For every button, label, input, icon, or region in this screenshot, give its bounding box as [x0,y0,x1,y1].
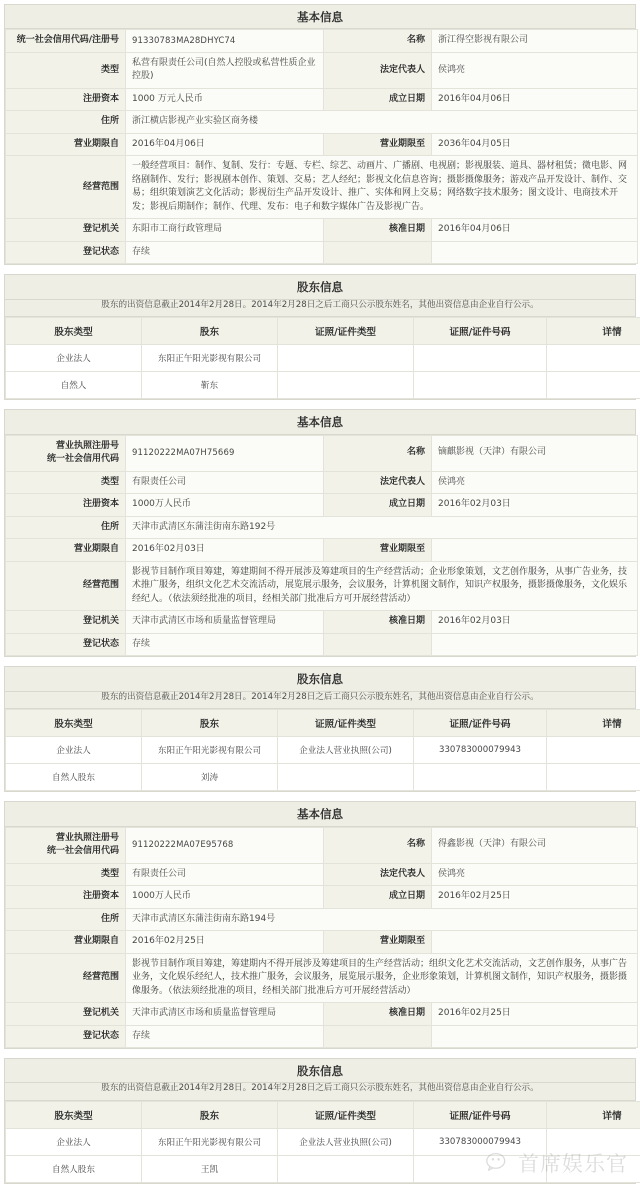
label-name-1: 名称 [324,30,432,53]
table-row [6,516,638,539]
label-establish-date-3: 成立日期 [324,886,432,909]
col-cert-type: 证照/证件类型 [278,1102,414,1129]
table-row [6,561,638,611]
basic-info-block-1 [4,4,636,265]
cell-details [547,764,640,791]
cell-holder: 东阳正午阳光影视有限公司 [142,737,278,764]
value-business-scope-2: 影视节目制作项目筹建，筹建期间不得开展涉及筹建项目的生产经营活动；企业形象策划，文艺创作服务，从事广告业务，技术推广服务，组织文化艺术交流活动，展览展示服务，会议服务，计算机图文制作，知识产权服务，摄影摄像服务，文化娱乐经纪人。（依法须经批准的项目，经相关部门批准后方可开展经营活动） [126,561,638,611]
label-business-scope-3: 经营范围 [6,953,126,1003]
label-name-3: 名称 [324,827,432,863]
table-row [6,241,638,264]
col-holder: 股东 [142,318,278,345]
section-title-shareholder-2: 股东信息 [5,667,635,691]
label-registration-authority-2: 登记机关 [6,611,126,634]
cell-cert-no [414,372,547,399]
cell-details [547,372,640,399]
table-row [6,133,638,156]
cell-holder-type: 自然人股东 [6,764,142,791]
value-type-1: 私营有限责任公司(自然人控股或私营性质企业控股) [126,52,324,88]
cell-cert-no [414,1156,547,1183]
col-holder: 股东 [142,710,278,737]
value-registration-status-3: 存续 [126,1025,324,1048]
label-term-from-1: 营业期限自 [6,133,126,156]
label-type-3: 类型 [6,863,126,886]
label-license-reg-no-2 [6,435,126,471]
table-row [6,494,638,517]
table-row [6,931,638,954]
label-establish-date-2: 成立日期 [324,494,432,517]
label-type-2: 类型 [6,471,126,494]
watermark-text: 首席娱乐官 [518,1148,628,1178]
col-cert-no: 证照/证件号码 [414,1102,547,1129]
empty-cell [432,241,638,264]
table-row [6,1003,638,1026]
value-registration-status-1: 存续 [126,241,324,264]
cell-holder: 靳东 [142,372,278,399]
basic-info-table-1 [5,29,638,264]
cell-holder: 王凯 [142,1156,278,1183]
value-legal-rep-2: 侯鸿亮 [432,471,638,494]
label-term-from-2: 营业期限自 [6,539,126,562]
basic-info-table-2 [5,435,638,657]
table-row [6,30,638,53]
basic-info-block-3 [4,801,636,1049]
empty-cell [432,633,638,656]
col-holder: 股东 [142,1102,278,1129]
value-registration-authority-1: 东阳市工商行政管理局 [126,219,324,242]
label-name-2: 名称 [324,435,432,471]
value-address-3: 天津市武清区东蒲洼街南东路194号 [126,908,638,931]
value-unified-code-2: 91120222MA07H75669 [126,435,324,471]
value-type-2: 有限责任公司 [126,471,324,494]
value-address-1: 浙江横店影视产业实验区商务楼 [126,111,638,134]
value-business-scope-3: 影视节目制作项目筹建，筹建期内不得开展涉及筹建项目的生产经营活动；组织文化艺术交流活动，文艺创作服务，从事广告业务，文化娱乐经纪人，技术推广服务，会议服务，展览展示服务，企业形象策划，计算机图文制作，知识产权服务，摄影摄像服务。（依法须经批准的项目，经相关部门批准后方可开展经营活动） [126,953,638,1003]
value-name-2: 镝麒影视（天津）有限公司 [432,435,638,471]
label-registered-capital-3: 注册资本 [6,886,126,909]
table-row [6,953,638,1003]
label-line-top: 营业执照注册号 [56,833,119,843]
label-establish-date-1: 成立日期 [324,88,432,111]
value-legal-rep-3: 侯鸿亮 [432,863,638,886]
label-legal-rep-2: 法定代表人 [324,471,432,494]
cell-cert-no: 330783000079943 [414,1129,547,1156]
value-registration-authority-3: 天津市武清区市场和质量监督管理局 [126,1003,324,1026]
table-row [6,88,638,111]
cell-holder-type: 企业法人 [6,345,142,372]
col-holder-type: 股东类型 [6,1102,142,1129]
value-term-from-1: 2016年04月06日 [126,133,324,156]
shareholder-table-1 [5,317,640,399]
table-row [6,1129,640,1156]
cell-details [547,345,640,372]
label-registration-status-1: 登记状态 [6,241,126,264]
cell-cert-type [278,1156,414,1183]
cell-holder-type: 自然人股东 [6,1156,142,1183]
table-row [6,611,638,634]
value-registered-capital-1: 1000 万元人民币 [126,88,324,111]
label-approval-date-3: 核准日期 [324,1003,432,1026]
table-row [6,1156,640,1183]
label-registration-status-2: 登记状态 [6,633,126,656]
label-legal-rep-3: 法定代表人 [324,863,432,886]
value-business-scope-1: 一般经营项目：制作、复制、发行：专题、专栏、综艺、动画片、广播剧、电视剧；影视服装、道具、器材租赁；微电影、网络剧制作、发行；影视剧本创作、策划、交易；艺人经纪；影视文化信息咨询；摄影摄像服务；游戏产品开发设计、制作、交易；组织策划演艺文化活动；影视衍生产品开发设计、推广、实体和网上交易；网络数字技术服务；图文设计、电商技术开发；影视后期制作；制作、代理、发布：电子和数字媒体广告及影视广告。 [126,156,638,219]
cell-holder-type: 企业法人 [6,1129,142,1156]
value-approval-date-3: 2016年02月25日 [432,1003,638,1026]
value-unified-code-3: 91120222MA07E95768 [126,827,324,863]
label-approval-date-2: 核准日期 [324,611,432,634]
shareholder-note-1: 股东的出资信息截止2014年2月28日。2014年2月28日之后工商只公示股东姓名，其他出资信息由企业自行公示。 [5,300,635,318]
label-line-top: 营业执照注册号 [56,441,119,451]
section-title-shareholder-1: 股东信息 [5,275,635,299]
label-line-bottom: 统一社会信用代码 [47,846,119,856]
table-row [6,372,640,399]
col-cert-no: 证照/证件号码 [414,710,547,737]
cell-cert-type: 企业法人营业执照(公司) [278,1129,414,1156]
table-row [6,219,638,242]
section-title-basic-info-3: 基本信息 [5,802,635,826]
col-details: 详情 [547,710,640,737]
cell-holder-type: 企业法人 [6,737,142,764]
cell-details [547,1156,640,1183]
table-row [6,737,640,764]
shareholder-block-2 [4,666,636,792]
table-header-row [6,1102,640,1129]
table-row [6,908,638,931]
value-approval-date-2: 2016年02月03日 [432,611,638,634]
table-row [6,827,638,863]
table-header-row [6,710,640,737]
table-row [6,435,638,471]
value-unified-code-1: 91330783MA28DHYC74 [126,30,324,53]
value-term-to-3 [432,931,638,954]
shareholder-table-2 [5,709,640,791]
cell-cert-type [278,345,414,372]
cell-cert-type [278,372,414,399]
label-type-1: 类型 [6,52,126,88]
label-business-scope-2: 经营范围 [6,561,126,611]
table-row [6,539,638,562]
value-registration-authority-2: 天津市武清区市场和质量监督管理局 [126,611,324,634]
value-term-from-3: 2016年02月25日 [126,931,324,954]
table-row [6,156,638,219]
label-approval-date-1: 核准日期 [324,219,432,242]
label-term-to-3: 营业期限至 [324,931,432,954]
table-row [6,633,638,656]
value-term-to-2 [432,539,638,562]
cell-details [547,1129,640,1156]
cell-cert-no [414,764,547,791]
col-holder-type: 股东类型 [6,710,142,737]
cell-holder-type: 自然人 [6,372,142,399]
label-unified-code-1: 统一社会信用代码/注册号 [6,30,126,53]
shareholder-block-1 [4,274,636,400]
value-term-to-1: 2036年04月05日 [432,133,638,156]
label-term-to-1: 营业期限至 [324,133,432,156]
table-row [6,111,638,134]
section-title-shareholder-3: 股东信息 [5,1059,635,1083]
empty-cell [324,241,432,264]
shareholder-note-3: 股东的出资信息截止2014年2月28日。2014年2月28日之后工商只公示股东姓名，其他出资信息由企业自行公示。 [5,1083,635,1101]
value-name-1: 浙江得空影视有限公司 [432,30,638,53]
value-registered-capital-3: 1000万人民币 [126,886,324,909]
label-term-from-3: 营业期限自 [6,931,126,954]
label-business-scope-1: 经营范围 [6,156,126,219]
table-row [6,764,640,791]
label-registered-capital-1: 注册资本 [6,88,126,111]
value-establish-date-1: 2016年04月06日 [432,88,638,111]
label-license-reg-no-3 [6,827,126,863]
cell-cert-type: 企业法人营业执照(公司) [278,737,414,764]
cell-holder: 东阳正午阳光影视有限公司 [142,345,278,372]
basic-info-table-3 [5,827,638,1049]
label-registration-authority-1: 登记机关 [6,219,126,242]
label-registration-authority-3: 登记机关 [6,1003,126,1026]
table-row [6,863,638,886]
cell-holder: 东阳正午阳光影视有限公司 [142,1129,278,1156]
col-cert-type: 证照/证件类型 [278,710,414,737]
empty-cell [324,1025,432,1048]
value-registration-status-2: 存续 [126,633,324,656]
shareholder-table-3 [5,1101,640,1183]
col-cert-type: 证照/证件类型 [278,318,414,345]
table-row [6,471,638,494]
label-legal-rep-1: 法定代表人 [324,52,432,88]
col-holder-type: 股东类型 [6,318,142,345]
table-header-row [6,318,640,345]
value-legal-rep-1: 侯鸿亮 [432,52,638,88]
table-row [6,345,640,372]
table-row [6,1025,638,1048]
table-row [6,886,638,909]
col-details: 详情 [547,318,640,345]
empty-cell [432,1025,638,1048]
value-establish-date-3: 2016年02月25日 [432,886,638,909]
value-term-from-2: 2016年02月03日 [126,539,324,562]
section-title-basic-info-2: 基本信息 [5,410,635,434]
value-type-3: 有限责任公司 [126,863,324,886]
cell-cert-type [278,764,414,791]
label-address-1: 住所 [6,111,126,134]
col-details: 详情 [547,1102,640,1129]
table-row [6,52,638,88]
col-cert-no: 证照/证件号码 [414,318,547,345]
label-registration-status-3: 登记状态 [6,1025,126,1048]
section-title-basic-info-1: 基本信息 [5,5,635,29]
value-approval-date-1: 2016年04月06日 [432,219,638,242]
empty-cell [324,633,432,656]
value-name-3: 得鑫影视（天津）有限公司 [432,827,638,863]
label-address-3: 住所 [6,908,126,931]
label-address-2: 住所 [6,516,126,539]
cell-cert-no [414,345,547,372]
cell-details [547,737,640,764]
value-address-2: 天津市武清区东蒲洼街南东路192号 [126,516,638,539]
cell-cert-no: 330783000079943 [414,737,547,764]
label-line-bottom: 统一社会信用代码 [47,454,119,464]
label-term-to-2: 营业期限至 [324,539,432,562]
basic-info-block-2 [4,409,636,657]
shareholder-note-2: 股东的出资信息截止2014年2月28日。2014年2月28日之后工商只公示股东姓名，其他出资信息由企业自行公示。 [5,692,635,710]
cell-holder: 刘涛 [142,764,278,791]
shareholder-block-3 [4,1058,636,1184]
label-registered-capital-2: 注册资本 [6,494,126,517]
value-registered-capital-2: 1000万人民币 [126,494,324,517]
value-establish-date-2: 2016年02月03日 [432,494,638,517]
